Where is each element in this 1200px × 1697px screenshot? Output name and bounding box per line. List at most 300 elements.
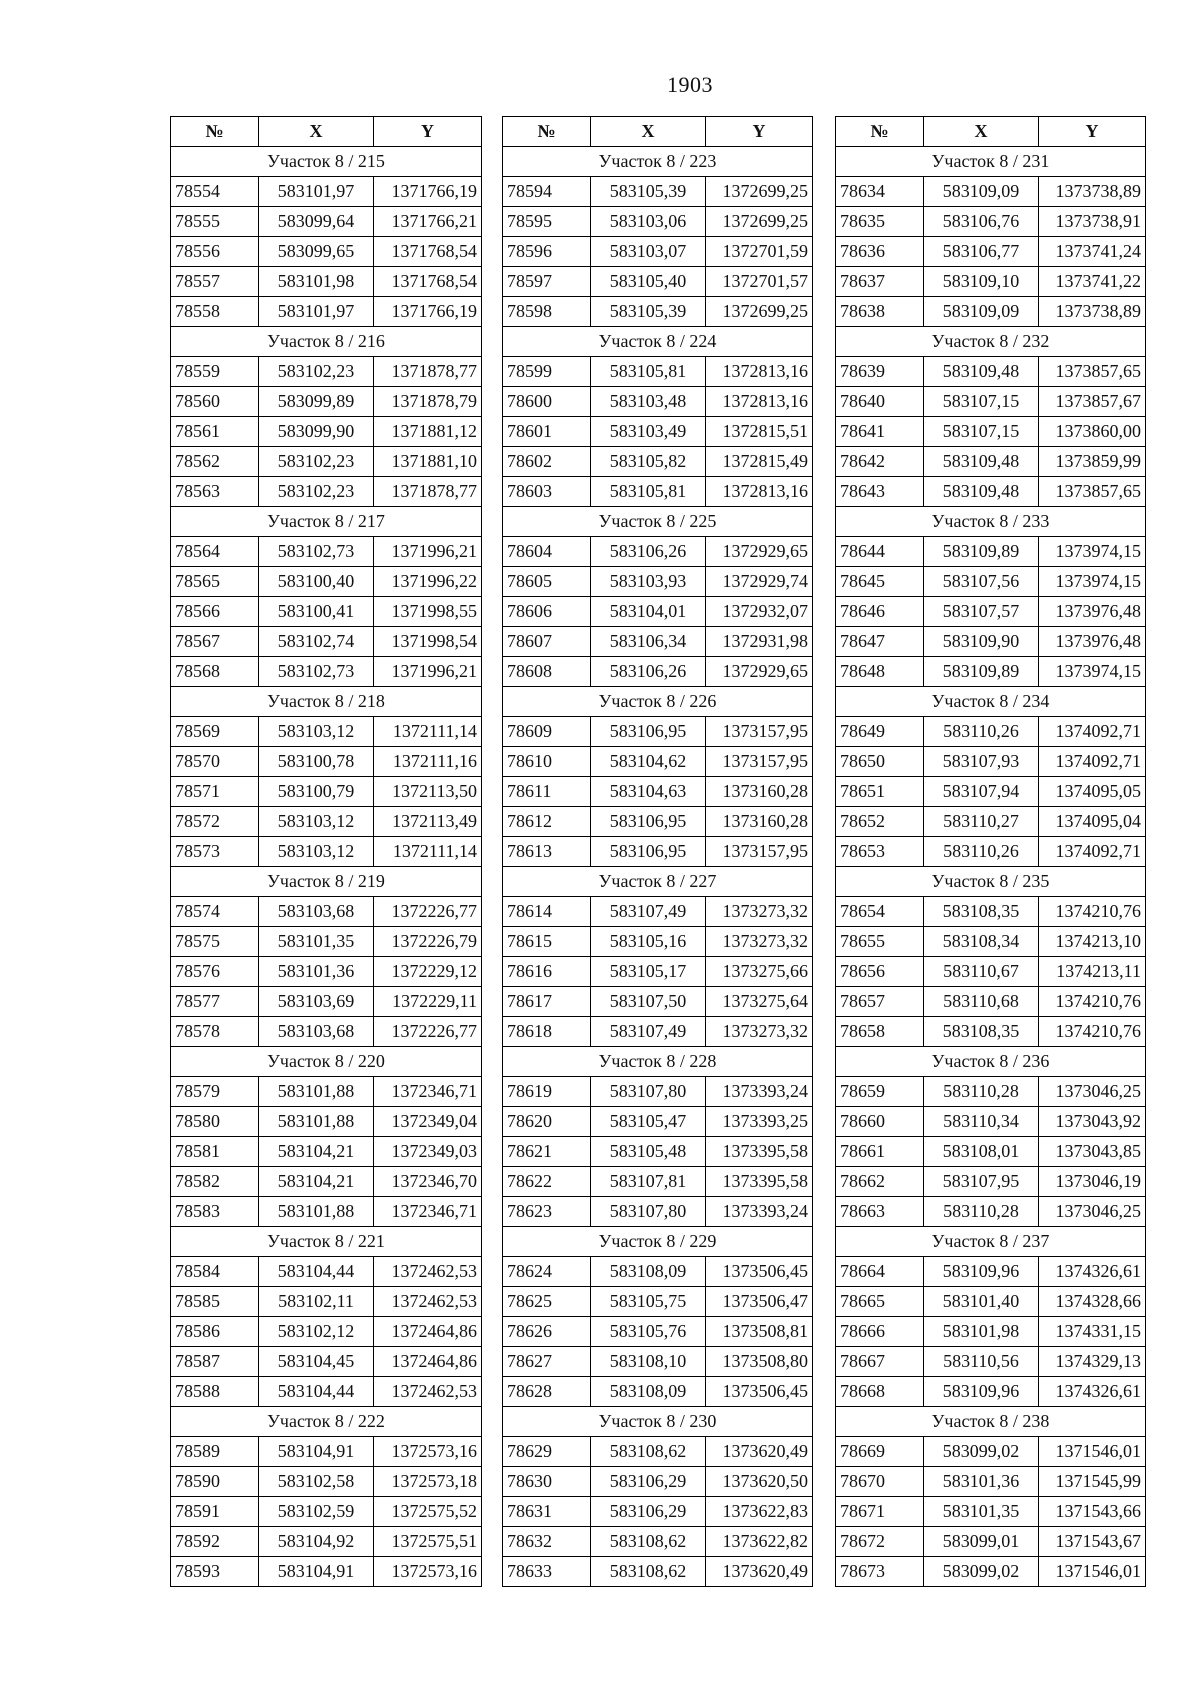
table-row [836,807,1146,837]
point-number: 78576 [171,957,259,987]
table-row [836,537,1146,567]
point-number: 78591 [171,1497,259,1527]
point-number: 78582 [171,1167,259,1197]
section-row [836,1407,1146,1437]
table-row [836,1287,1146,1317]
point-number: 78614 [503,897,591,927]
section-title: Участок 8 / 234 [836,687,1146,717]
point-number: 78557 [171,267,259,297]
point-number: 78616 [503,957,591,987]
x-coordinate: 583099,02 [924,1437,1039,1467]
x-coordinate: 583103,12 [259,837,374,867]
point-number: 78637 [836,267,924,297]
table-row [503,237,813,267]
x-coordinate: 583104,63 [591,777,706,807]
y-coordinate: 1371996,21 [374,537,482,567]
table-row [503,1467,813,1497]
table-row [836,237,1146,267]
y-coordinate: 1371996,21 [374,657,482,687]
x-coordinate: 583100,40 [259,567,374,597]
point-number: 78568 [171,657,259,687]
y-coordinate: 1372573,16 [374,1437,482,1467]
y-coordinate: 1372813,16 [706,357,813,387]
x-coordinate: 583104,44 [259,1377,374,1407]
y-coordinate: 1371878,77 [374,477,482,507]
y-coordinate: 1371878,77 [374,357,482,387]
point-number: 78611 [503,777,591,807]
section-title: Участок 8 / 225 [503,507,813,537]
table-row [171,717,482,747]
section-title: Участок 8 / 218 [171,687,482,717]
y-coordinate: 1372113,50 [374,777,482,807]
y-coordinate: 1373622,83 [706,1497,813,1527]
x-coordinate: 583107,81 [591,1167,706,1197]
point-number: 78570 [171,747,259,777]
x-coordinate: 583107,49 [591,1017,706,1047]
y-coordinate: 1371546,01 [1039,1437,1146,1467]
y-coordinate: 1373160,28 [706,807,813,837]
point-number: 78556 [171,237,259,267]
section-row [836,327,1146,357]
point-number: 78660 [836,1107,924,1137]
table-row [171,927,482,957]
y-coordinate: 1373393,25 [706,1107,813,1137]
y-coordinate: 1373506,45 [706,1377,813,1407]
table-row [836,1497,1146,1527]
x-coordinate: 583105,48 [591,1137,706,1167]
y-coordinate: 1374331,15 [1039,1317,1146,1347]
table-row [836,897,1146,927]
y-coordinate: 1372932,07 [706,597,813,627]
table-row [171,387,482,417]
x-coordinate: 583104,44 [259,1257,374,1287]
x-coordinate: 583102,11 [259,1287,374,1317]
x-coordinate: 583107,80 [591,1077,706,1107]
table-row [171,837,482,867]
y-coordinate: 1373046,25 [1039,1077,1146,1107]
section-row [171,1227,482,1257]
x-coordinate: 583107,50 [591,987,706,1017]
y-coordinate: 1372813,16 [706,387,813,417]
y-coordinate: 1373622,82 [706,1527,813,1557]
x-coordinate: 583101,88 [259,1107,374,1137]
x-coordinate: 583104,45 [259,1347,374,1377]
y-coordinate: 1373043,92 [1039,1107,1146,1137]
point-number: 78563 [171,477,259,507]
point-number: 78603 [503,477,591,507]
y-coordinate: 1371996,22 [374,567,482,597]
table-row [503,357,813,387]
table-row [836,267,1146,297]
section-title: Участок 8 / 216 [171,327,482,357]
y-coordinate: 1371766,21 [374,207,482,237]
y-coordinate: 1373043,85 [1039,1137,1146,1167]
y-coordinate: 1373273,32 [706,927,813,957]
table-row [503,1137,813,1167]
point-number: 78652 [836,807,924,837]
table-row [836,567,1146,597]
y-coordinate: 1373508,81 [706,1317,813,1347]
table-row [171,1437,482,1467]
y-coordinate: 1373857,65 [1039,357,1146,387]
x-coordinate: 583107,49 [591,897,706,927]
point-number: 78621 [503,1137,591,1167]
section-row [503,327,813,357]
header-row [171,117,482,147]
table-row [836,1077,1146,1107]
y-coordinate: 1373046,25 [1039,1197,1146,1227]
section-title: Участок 8 / 222 [171,1407,482,1437]
point-number: 78654 [836,897,924,927]
table-row [836,357,1146,387]
point-number: 78601 [503,417,591,447]
section-row [836,867,1146,897]
x-coordinate: 583105,76 [591,1317,706,1347]
y-coordinate: 1373974,15 [1039,567,1146,597]
section-title: Участок 8 / 236 [836,1047,1146,1077]
x-coordinate: 583106,34 [591,627,706,657]
point-number: 78631 [503,1497,591,1527]
y-coordinate: 1373506,47 [706,1287,813,1317]
table-row [503,987,813,1017]
x-coordinate: 583109,09 [924,297,1039,327]
y-coordinate: 1374095,04 [1039,807,1146,837]
point-number: 78559 [171,357,259,387]
table-row [503,1527,813,1557]
y-coordinate: 1371878,79 [374,387,482,417]
x-coordinate: 583099,64 [259,207,374,237]
x-coordinate: 583099,89 [259,387,374,417]
table-row [171,177,482,207]
x-coordinate: 583108,09 [591,1377,706,1407]
point-number: 78567 [171,627,259,657]
section-row [503,507,813,537]
table-row [171,267,482,297]
point-number: 78587 [171,1347,259,1377]
y-coordinate: 1373157,95 [706,837,813,867]
x-coordinate: 583109,90 [924,627,1039,657]
y-coordinate: 1372226,77 [374,897,482,927]
table-row [836,837,1146,867]
point-number: 78639 [836,357,924,387]
point-number: 78627 [503,1347,591,1377]
y-coordinate: 1373157,95 [706,717,813,747]
section-row [836,1047,1146,1077]
y-coordinate: 1372113,49 [374,807,482,837]
table-row [836,1257,1146,1287]
table-row [836,1317,1146,1347]
x-coordinate: 583103,69 [259,987,374,1017]
x-coordinate: 583101,36 [924,1467,1039,1497]
y-coordinate: 1373741,22 [1039,267,1146,297]
header-num: № [503,117,591,147]
point-number: 78575 [171,927,259,957]
table-row [503,567,813,597]
point-number: 78565 [171,567,259,597]
section-title: Участок 8 / 232 [836,327,1146,357]
y-coordinate: 1372813,16 [706,477,813,507]
section-row [171,147,482,177]
x-coordinate: 583110,26 [924,717,1039,747]
y-coordinate: 1372699,25 [706,297,813,327]
x-coordinate: 583102,23 [259,447,374,477]
point-number: 78643 [836,477,924,507]
x-coordinate: 583105,17 [591,957,706,987]
x-coordinate: 583102,73 [259,537,374,567]
x-coordinate: 583107,57 [924,597,1039,627]
x-coordinate: 583101,98 [259,267,374,297]
x-coordinate: 583099,02 [924,1557,1039,1587]
x-coordinate: 583101,36 [259,957,374,987]
section-row [503,1407,813,1437]
y-coordinate: 1372699,25 [706,177,813,207]
table-row [171,1497,482,1527]
table-row [171,477,482,507]
y-coordinate: 1371546,01 [1039,1557,1146,1587]
x-coordinate: 583102,58 [259,1467,374,1497]
header-num: № [171,117,259,147]
table-row [836,717,1146,747]
table-row [503,417,813,447]
y-coordinate: 1371998,55 [374,597,482,627]
table-row [836,207,1146,237]
point-number: 78592 [171,1527,259,1557]
section-title: Участок 8 / 231 [836,147,1146,177]
x-coordinate: 583109,48 [924,477,1039,507]
table-row [503,1077,813,1107]
section-title: Участок 8 / 220 [171,1047,482,1077]
table-row [836,417,1146,447]
point-number: 78577 [171,987,259,1017]
x-coordinate: 583105,82 [591,447,706,477]
y-coordinate: 1372462,53 [374,1377,482,1407]
x-coordinate: 583103,06 [591,207,706,237]
header-x: X [924,117,1039,147]
x-coordinate: 583105,16 [591,927,706,957]
point-number: 78619 [503,1077,591,1107]
section-title: Участок 8 / 215 [171,147,482,177]
y-coordinate: 1373393,24 [706,1197,813,1227]
point-number: 78638 [836,297,924,327]
section-row [836,1227,1146,1257]
table-row [836,1347,1146,1377]
point-number: 78596 [503,237,591,267]
y-coordinate: 1372575,52 [374,1497,482,1527]
x-coordinate: 583103,07 [591,237,706,267]
x-coordinate: 583102,12 [259,1317,374,1347]
x-coordinate: 583104,21 [259,1167,374,1197]
x-coordinate: 583110,68 [924,987,1039,1017]
x-coordinate: 583099,65 [259,237,374,267]
header-x: X [259,117,374,147]
table-row [836,447,1146,477]
point-number: 78646 [836,597,924,627]
point-number: 78636 [836,237,924,267]
table-row [171,1107,482,1137]
y-coordinate: 1371998,54 [374,627,482,657]
section-row [171,687,482,717]
section-row [171,1047,482,1077]
point-number: 78672 [836,1527,924,1557]
table-row [503,387,813,417]
point-number: 78641 [836,417,924,447]
point-number: 78597 [503,267,591,297]
point-number: 78666 [836,1317,924,1347]
y-coordinate: 1373976,48 [1039,627,1146,657]
table-row [503,1167,813,1197]
point-number: 78671 [836,1497,924,1527]
point-number: 78588 [171,1377,259,1407]
y-coordinate: 1374329,13 [1039,1347,1146,1377]
point-number: 78618 [503,1017,591,1047]
y-coordinate: 1374210,76 [1039,987,1146,1017]
x-coordinate: 583103,12 [259,717,374,747]
x-coordinate: 583104,01 [591,597,706,627]
y-coordinate: 1372929,65 [706,657,813,687]
x-coordinate: 583108,01 [924,1137,1039,1167]
table-row [171,777,482,807]
table-row [503,597,813,627]
table-row [171,1527,482,1557]
table-row [503,297,813,327]
y-coordinate: 1372929,65 [706,537,813,567]
y-coordinate: 1372111,16 [374,747,482,777]
point-number: 78663 [836,1197,924,1227]
point-number: 78651 [836,777,924,807]
x-coordinate: 583106,95 [591,807,706,837]
point-number: 78635 [836,207,924,237]
table-row [171,1467,482,1497]
point-number: 78673 [836,1557,924,1587]
table-row [503,447,813,477]
x-coordinate: 583104,92 [259,1527,374,1557]
y-coordinate: 1373974,15 [1039,537,1146,567]
point-number: 78589 [171,1437,259,1467]
point-number: 78613 [503,837,591,867]
x-coordinate: 583105,81 [591,477,706,507]
table-row [171,447,482,477]
y-coordinate: 1371543,66 [1039,1497,1146,1527]
y-coordinate: 1371766,19 [374,177,482,207]
table-row [171,237,482,267]
point-number: 78595 [503,207,591,237]
x-coordinate: 583104,21 [259,1137,374,1167]
y-coordinate: 1371768,54 [374,237,482,267]
table-row [836,1017,1146,1047]
table-row [503,717,813,747]
x-coordinate: 583105,39 [591,177,706,207]
table-row [503,1437,813,1467]
y-coordinate: 1372573,18 [374,1467,482,1497]
y-coordinate: 1373275,66 [706,957,813,987]
y-coordinate: 1373506,45 [706,1257,813,1287]
point-number: 78622 [503,1167,591,1197]
x-coordinate: 583104,91 [259,1557,374,1587]
table-row [171,1287,482,1317]
x-coordinate: 583107,95 [924,1167,1039,1197]
x-coordinate: 583105,39 [591,297,706,327]
x-coordinate: 583107,15 [924,387,1039,417]
coordinates-table-1 [170,116,482,1587]
table-row [171,567,482,597]
header-row [836,117,1146,147]
point-number: 78634 [836,177,924,207]
x-coordinate: 583104,62 [591,747,706,777]
x-coordinate: 583108,10 [591,1347,706,1377]
x-coordinate: 583108,09 [591,1257,706,1287]
y-coordinate: 1373160,28 [706,777,813,807]
y-coordinate: 1372815,51 [706,417,813,447]
table-row [171,297,482,327]
x-coordinate: 583110,26 [924,837,1039,867]
point-number: 78667 [836,1347,924,1377]
table-row [836,177,1146,207]
table-row [503,267,813,297]
table-row [836,1107,1146,1137]
y-coordinate: 1371545,99 [1039,1467,1146,1497]
y-coordinate: 1373738,89 [1039,177,1146,207]
table-row [836,987,1146,1017]
y-coordinate: 1372815,49 [706,447,813,477]
y-coordinate: 1373393,24 [706,1077,813,1107]
x-coordinate: 583101,88 [259,1077,374,1107]
table-row [836,927,1146,957]
y-coordinate: 1372462,53 [374,1287,482,1317]
table-row [836,1467,1146,1497]
table-row [171,597,482,627]
point-number: 78668 [836,1377,924,1407]
x-coordinate: 583104,91 [259,1437,374,1467]
point-number: 78615 [503,927,591,957]
table-row [836,1167,1146,1197]
y-coordinate: 1373273,32 [706,1017,813,1047]
y-coordinate: 1372226,77 [374,1017,482,1047]
y-coordinate: 1372699,25 [706,207,813,237]
point-number: 78579 [171,1077,259,1107]
y-coordinate: 1374326,61 [1039,1257,1146,1287]
table-row [171,207,482,237]
x-coordinate: 583106,95 [591,717,706,747]
y-coordinate: 1371543,67 [1039,1527,1146,1557]
point-number: 78554 [171,177,259,207]
y-coordinate: 1372226,79 [374,927,482,957]
table-row [836,1137,1146,1167]
y-coordinate: 1372346,71 [374,1077,482,1107]
x-coordinate: 583109,89 [924,657,1039,687]
x-coordinate: 583110,28 [924,1077,1039,1107]
table-row [503,777,813,807]
x-coordinate: 583102,59 [259,1497,374,1527]
header-row [503,117,813,147]
y-coordinate: 1372111,14 [374,837,482,867]
point-number: 78653 [836,837,924,867]
point-number: 78558 [171,297,259,327]
x-coordinate: 583108,62 [591,1557,706,1587]
table-row [171,747,482,777]
point-number: 78658 [836,1017,924,1047]
x-coordinate: 583103,48 [591,387,706,417]
point-number: 78578 [171,1017,259,1047]
x-coordinate: 583107,93 [924,747,1039,777]
y-coordinate: 1372573,16 [374,1557,482,1587]
point-number: 78602 [503,447,591,477]
table-row [836,1557,1146,1587]
table-row [836,477,1146,507]
x-coordinate: 583102,23 [259,477,374,507]
table-row [503,1377,813,1407]
section-row [503,687,813,717]
x-coordinate: 583103,93 [591,567,706,597]
